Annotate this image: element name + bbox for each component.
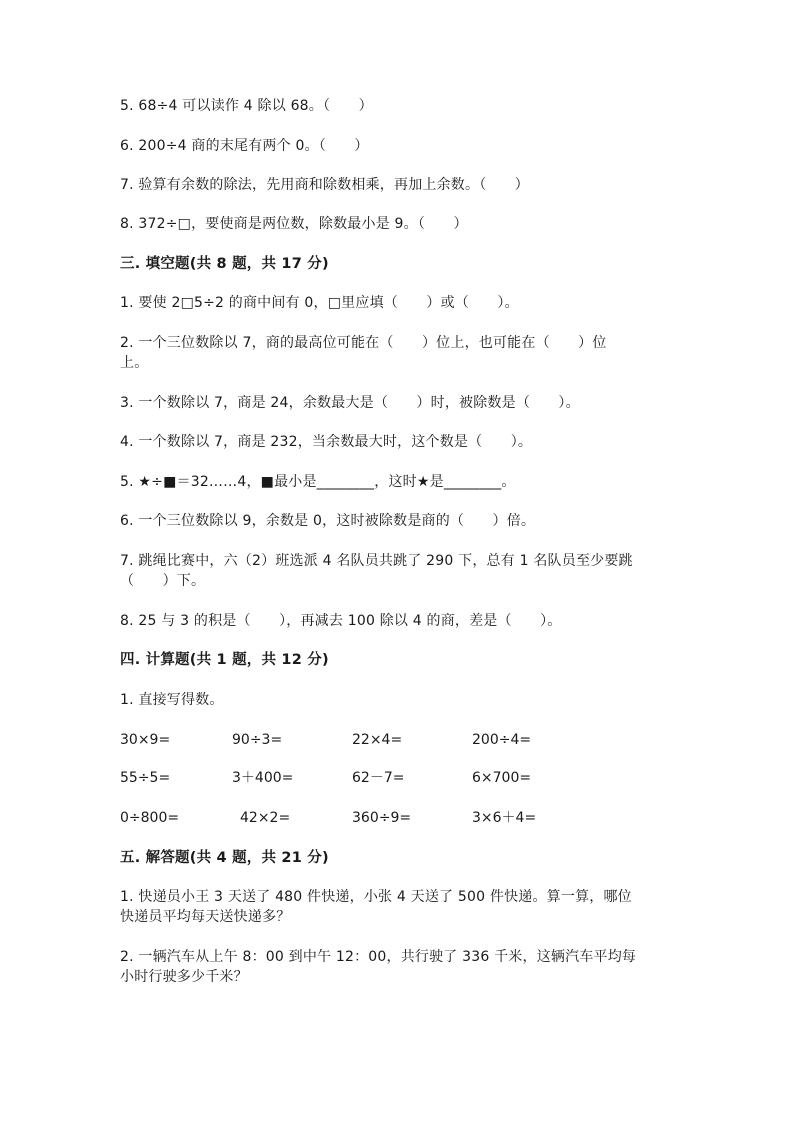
section-title-calculation: 四. 计算题(共 1 题，共 12 分): [120, 652, 329, 668]
judgement-question-7: 7. 验算有余数的除法，先用商和除数相乘，再加上余数。（ ）: [120, 177, 530, 193]
fill-question-6: 6. 一个三位数除以 9，余数是 0，这时被除数是商的（ ）倍。: [120, 513, 536, 529]
word-problem-2-line-2: 小时行驶多少千米？: [120, 969, 248, 985]
fill-question-5: 5. ★÷■＝32……4，■最小是________，这时★是________。: [120, 474, 516, 490]
section-title-word-problems: 五. 解答题(共 4 题，共 21 分): [120, 850, 329, 866]
judgement-question-6: 6. 200÷4 商的末尾有两个 0。（ ）: [120, 138, 369, 154]
calc-item: 42×2=: [240, 810, 291, 826]
calc-item: 0÷800=: [120, 810, 180, 826]
word-problem-2-line-1: 2. 一辆汽车从上午 8：00 到中午 12：00，共行驶了 336 千米，这辆汽车平均每: [120, 949, 637, 965]
calc-item: 200÷4=: [472, 732, 532, 748]
word-problem-1-line-1: 1. 快递员小王 3 天送了 480 件快递，小张 4 天送了 500 件快递。算一算，哪位: [120, 889, 632, 905]
calc-item: 62－7=: [352, 770, 405, 786]
fill-question-3: 3. 一个数除以 7，商是 24，余数最大是（ ）时，被除数是（ ）。: [120, 395, 580, 411]
fill-question-4: 4. 一个数除以 7，商是 232，当余数最大时，这个数是（ ）。: [120, 434, 533, 450]
calc-item: 30×9=: [120, 732, 171, 748]
fill-question-8: 8. 25 与 3 的积是（ ），再减去 100 除以 4 的商，差是（ ）。: [120, 613, 562, 629]
judgement-question-8: 8. 372÷□，要使商是两位数，除数最小是 9。（ ）: [120, 216, 468, 232]
calc-question-1: 1. 直接写得数。: [120, 692, 224, 708]
judgement-question-5: 5. 68÷4 可以读作 4 除以 68。（ ）: [120, 98, 373, 114]
calc-item: 360÷9=: [352, 810, 412, 826]
fill-question-7-line-2: （ ）下。: [120, 573, 206, 589]
section-title-fill-blanks: 三. 填空题(共 8 题，共 17 分): [120, 256, 329, 272]
fill-question-1: 1. 要使 2□5÷2 的商中间有 0，□里应填（ ）或（ ）。: [120, 295, 519, 311]
word-problem-1-line-2: 快递员平均每天送快递多？: [120, 909, 291, 925]
calc-item: 55÷5=: [120, 770, 171, 786]
calc-item: 3×6＋4=: [472, 810, 537, 826]
calc-item: 3＋400=: [232, 770, 294, 786]
calc-item: 6×700=: [472, 770, 532, 786]
calc-item: 90÷3=: [232, 732, 283, 748]
fill-question-2-line-2: 上。: [120, 355, 149, 371]
calc-item: 22×4=: [352, 732, 403, 748]
fill-question-2-line-1: 2. 一个三位数除以 7，商的最高位可能在（ ）位上，也可能在（ ）位: [120, 335, 607, 351]
fill-question-7-line-1: 7. 跳绳比赛中，六（2）班选派 4 名队员共跳了 290 下，总有 1 名队员至少要跳: [120, 553, 633, 569]
